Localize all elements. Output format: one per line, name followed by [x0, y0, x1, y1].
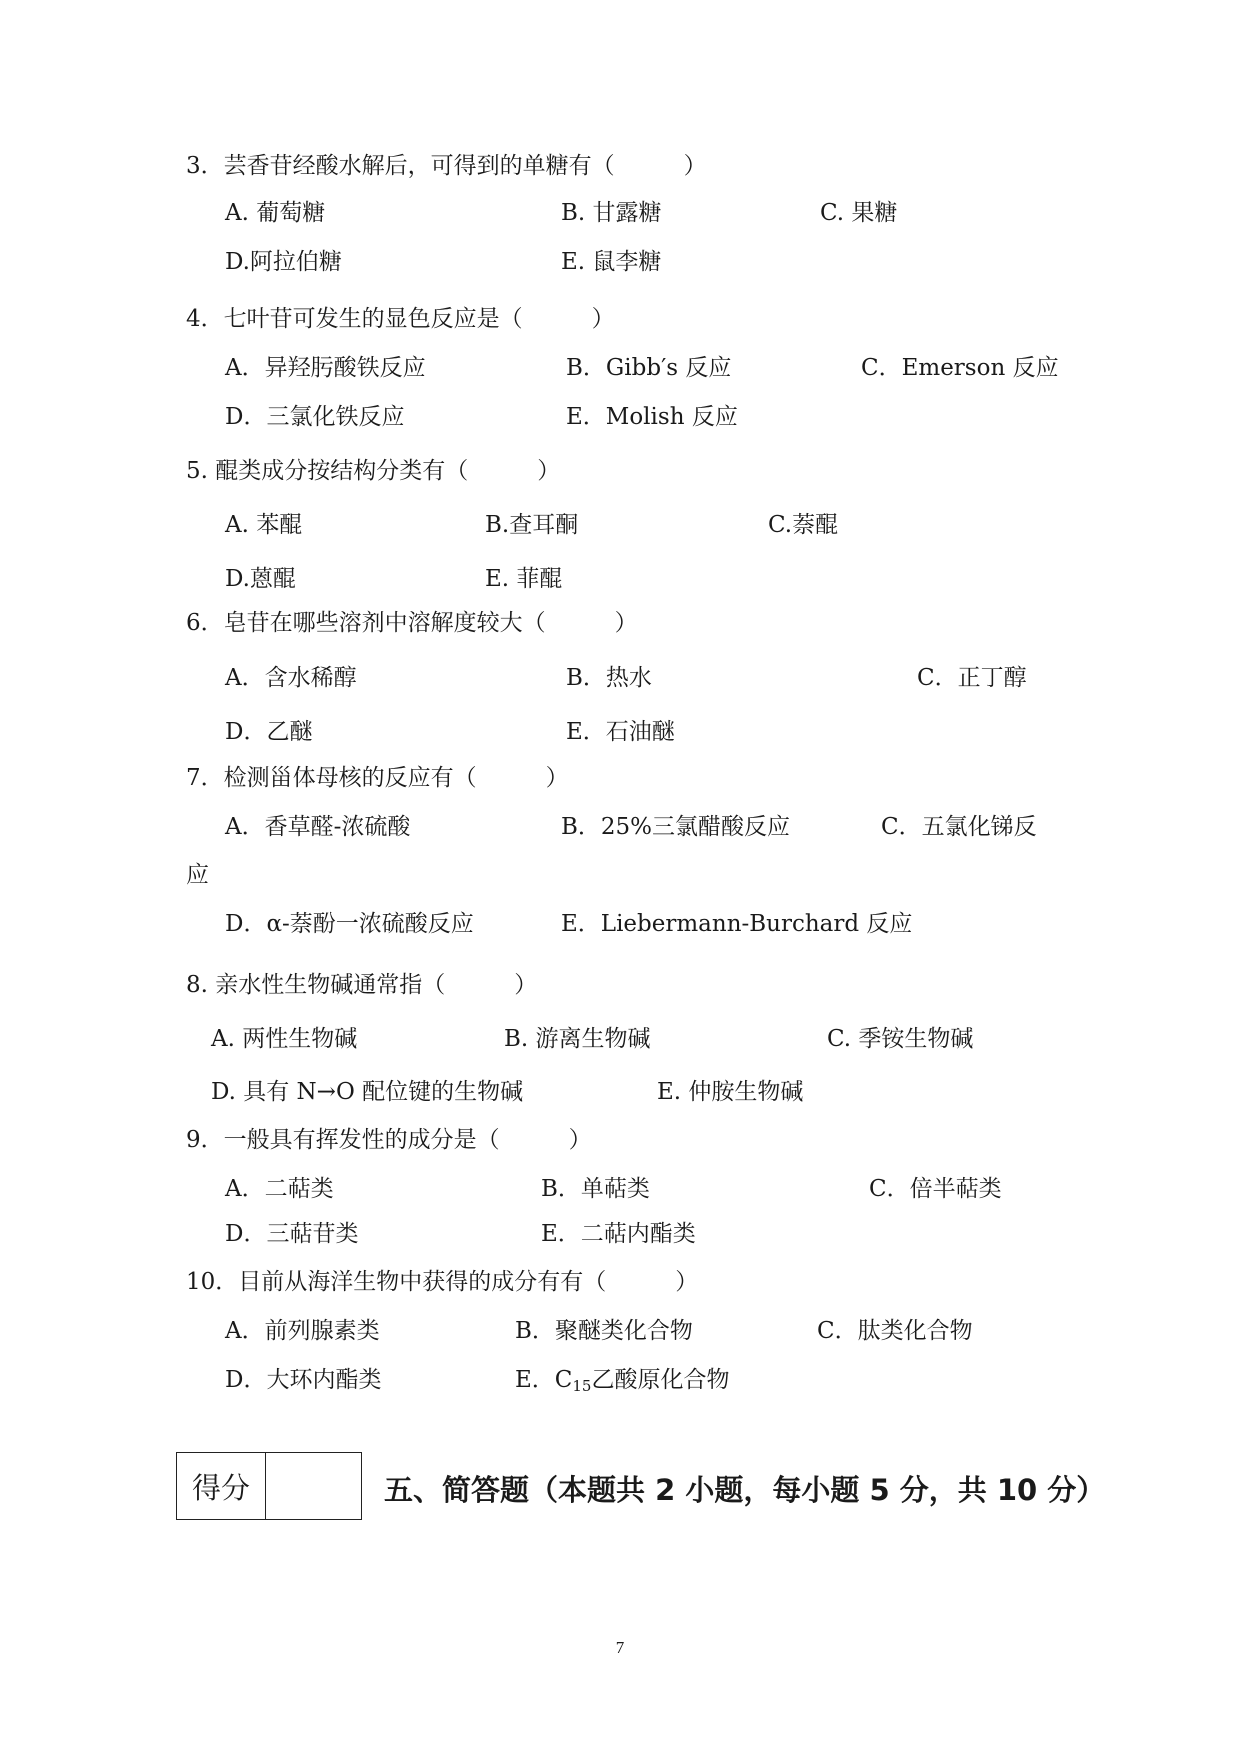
question-3-option-a: A. 葡萄糖: [225, 200, 326, 226]
question-4-option-d: D．三氯化铁反应: [225, 404, 405, 430]
question-10-option-e-subscript: 15: [572, 1377, 592, 1395]
question-8-option-a: A. 两性生物碱: [211, 1026, 358, 1052]
question-6-option-d: D．乙醚: [225, 719, 313, 745]
section-title: 五、简答题（本题共 2 小题，每小题 5 分，共 10 分）: [384, 1473, 1106, 1507]
question-7-option-e: E．Liebermann-Burchard 反应: [561, 911, 913, 937]
question-5-option-c: C.萘醌: [768, 512, 839, 538]
question-6-option-c: C．正丁醇: [917, 665, 1027, 691]
question-6-option-e: E．石油醚: [566, 719, 675, 745]
question-8-stem: 8. 亲水性生物碱通常指（ ）: [186, 972, 538, 998]
question-10-option-e-prefix: E．C: [515, 1367, 573, 1393]
question-4-option-a: A．异羟肟酸铁反应: [225, 355, 426, 381]
score-value-field[interactable]: [266, 1453, 361, 1519]
question-6-option-a: A．含水稀醇: [225, 665, 357, 691]
question-4-option-b: B．Gibb′s 反应: [566, 355, 732, 381]
question-8-option-d: D. 具有 N→O 配位键的生物碱: [211, 1079, 524, 1105]
question-5-stem: 5. 醌类成分按结构分类有（ ）: [186, 458, 561, 484]
question-6-option-b: B．热水: [566, 665, 652, 691]
question-3-option-b: B. 甘露糖: [561, 200, 662, 226]
question-5-option-b: B.查耳酮: [485, 512, 579, 538]
question-6-stem: 6．皂苷在哪些溶剂中溶解度较大（ ）: [186, 610, 638, 636]
question-5-option-a: A. 苯醌: [225, 512, 303, 538]
question-10-option-e: [515, 1366, 729, 1400]
question-7-option-b: B．25%三氯醋酸反应: [561, 814, 791, 840]
question-10-option-b: B．聚醚类化合物: [515, 1318, 693, 1344]
question-8-option-c: C. 季铵生物碱: [827, 1026, 974, 1052]
question-9-option-a: A．二萜类: [225, 1176, 334, 1202]
question-10-option-e-suffix: 乙酸原化合物: [591, 1367, 730, 1393]
question-9-option-b: B．单萜类: [541, 1176, 650, 1202]
score-box: [176, 1452, 362, 1520]
question-5-option-e: E. 菲醌: [485, 566, 563, 592]
question-7-option-c: C．五氯化锑反: [881, 814, 1037, 840]
question-3-option-d: D.阿拉伯糖: [225, 249, 342, 275]
question-9-option-c: C．倍半萜类: [869, 1176, 1002, 1202]
question-4-stem: 4．七叶苷可发生的显色反应是（ ）: [186, 306, 615, 332]
question-9-stem: 9．一般具有挥发性的成分是（ ）: [186, 1127, 592, 1153]
question-10-stem: 10．目前从海洋生物中获得的成分有有（ ）: [186, 1269, 699, 1295]
question-3-option-e: E. 鼠李糖: [561, 249, 662, 275]
question-10-option-d: D．大环内酯类: [225, 1367, 382, 1393]
question-8-option-b: B. 游离生物碱: [504, 1026, 651, 1052]
question-4-option-c: C．Emerson 反应: [861, 355, 1059, 381]
page-number: 7: [615, 1638, 625, 1657]
question-5-option-d: D.蒽醌: [225, 566, 296, 592]
question-10-option-c: C．肽类化合物: [817, 1318, 973, 1344]
question-7-stem: 7．检测甾体母核的反应有（ ）: [186, 765, 569, 791]
question-7-option-a: A．香草醛-浓硫酸: [225, 814, 411, 840]
question-8-option-e: E. 仲胺生物碱: [657, 1079, 804, 1105]
question-9-option-d: D．三萜苷类: [225, 1221, 359, 1247]
question-7-option-d: D．α-萘酚一浓硫酸反应: [225, 911, 474, 937]
score-label: 得分: [177, 1453, 266, 1519]
question-10-option-a: A．前列腺素类: [225, 1318, 380, 1344]
question-3-stem: 3．芸香苷经酸水解后，可得到的单糖有（ ）: [186, 153, 707, 179]
question-7-option-c-wrap: 应: [186, 862, 209, 888]
question-4-option-e: E．Molish 反应: [566, 404, 738, 430]
question-3-option-c: C. 果糖: [820, 200, 898, 226]
question-9-option-e: E．二萜内酯类: [541, 1221, 696, 1247]
